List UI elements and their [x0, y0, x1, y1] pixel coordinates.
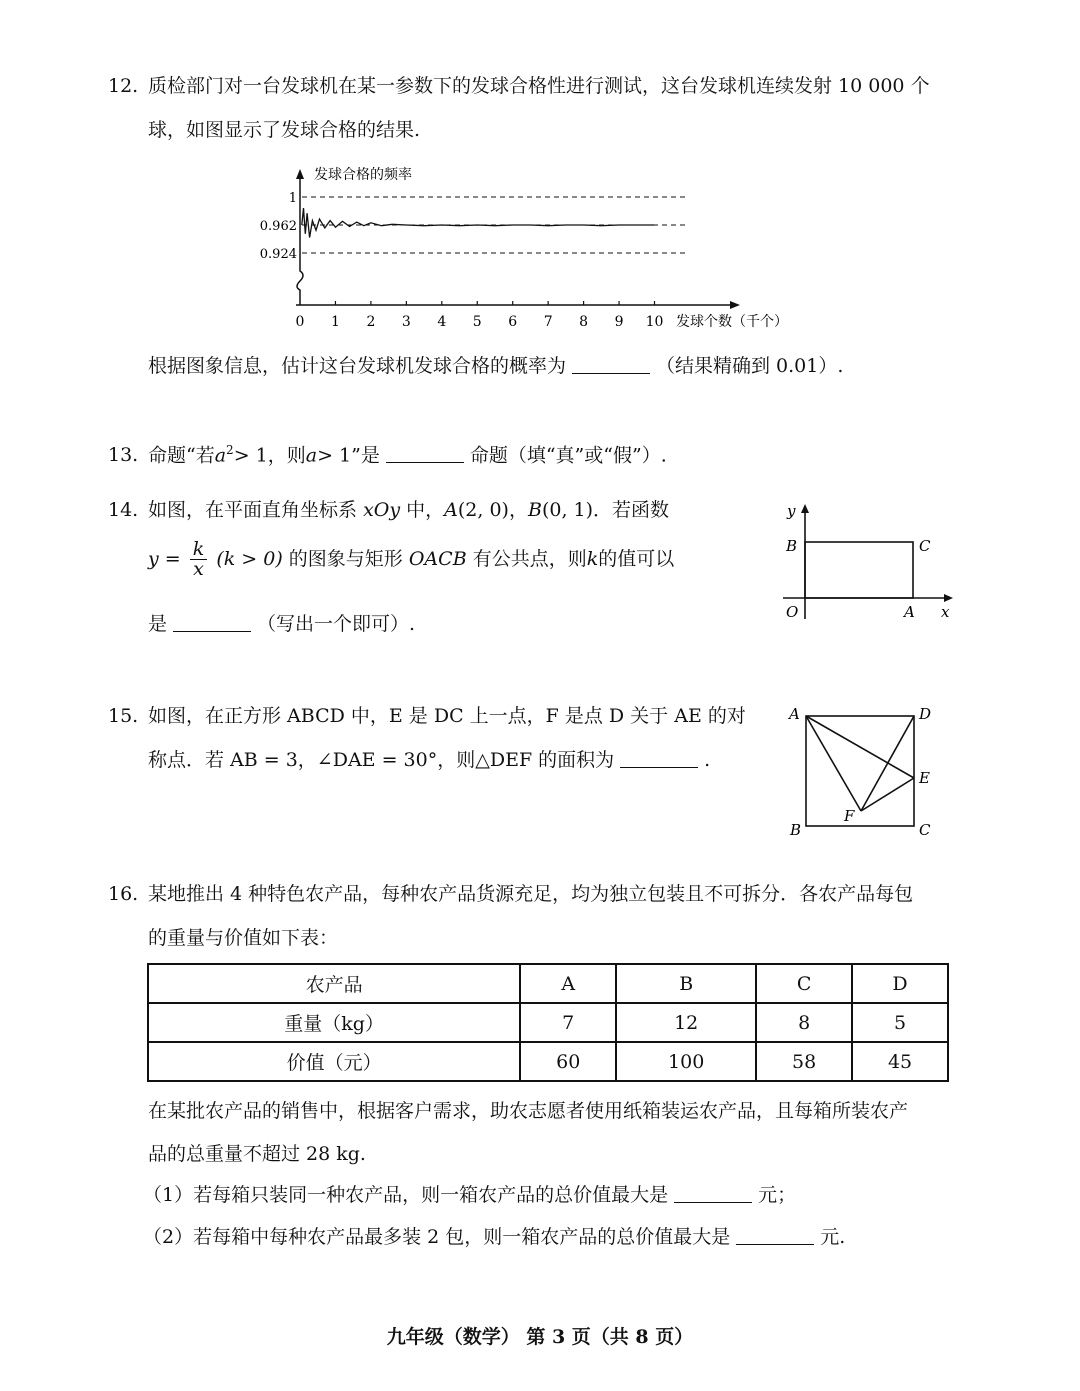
q15-segment-ae — [806, 716, 914, 778]
q13-text-part4: 命题（填“真”或“假”）. — [469, 444, 667, 467]
q16-product-table — [147, 963, 949, 1082]
y-tick-label: 1 — [288, 191, 297, 206]
q14-rectangle-oacb — [805, 542, 913, 598]
table-cell: 58 — [756, 1042, 852, 1081]
q12-question — [148, 354, 843, 379]
x-tick-label: 3 — [401, 314, 411, 330]
q16-sub1-answer-blank[interactable] — [674, 1184, 752, 1203]
frequency-series-line — [302, 208, 655, 237]
q14-denominator: x — [193, 558, 204, 580]
q16-sub2 — [143, 1225, 845, 1250]
q15-square-figure — [780, 700, 940, 845]
q12-text-line1: 质检部门对一台发球机在某一参数下的发球合格性进行测试，这台发球机连续发射 10 000 个 — [148, 75, 930, 97]
q16-line3: 在某批农产品的销售中，根据客户需求，助农志愿者使用纸箱装运农产品，且每箱所装农产 — [148, 1100, 909, 1122]
q16-sub2-text: （2）若每箱中每种农产品最多装 2 包，则一箱农产品的总价值最大是 — [143, 1226, 731, 1248]
q15-segment-fd — [861, 716, 914, 811]
y-tick-label: 0.924 — [259, 247, 297, 262]
q12-text-line2: 球，如图显示了发球合格的结果. — [148, 119, 421, 141]
q15-line1: 如图，在正方形 ABCD 中，E 是 DC 上一点，F 是点 D 关于 AE 的对 — [148, 705, 746, 727]
q16-line4: 品的总重量不超过 28 kg. — [148, 1143, 366, 1165]
x-tick-label: 7 — [543, 314, 553, 330]
x-tick-label: 10 — [645, 314, 664, 330]
x-tick-label: 5 — [472, 314, 482, 330]
x-tick-label: 2 — [366, 314, 376, 330]
table-cell: 重量（kg） — [148, 1003, 520, 1042]
q14-rectangle-figure — [775, 495, 960, 625]
q14-xoy: xOy — [363, 499, 401, 521]
y-axis-title: 发球合格的频率 — [314, 167, 412, 183]
table-cell: 60 — [520, 1042, 616, 1081]
q12-number: 12. — [108, 75, 139, 97]
q16-sub2-answer-blank[interactable] — [736, 1226, 814, 1245]
q16-sub1-text: （1）若每箱只装同一种农产品，则一箱农产品的总价值最大是 — [143, 1184, 669, 1206]
q14-point-b: B — [527, 499, 542, 521]
q12-question-text: 根据图象信息，估计这台发球机发球合格的概率为 — [148, 355, 567, 377]
q14-label-o: O — [786, 603, 799, 621]
q15-l2a: 称点．若 AB = 3，∠DAE = 30°，则△DEF 的面积为 — [148, 749, 615, 771]
q15-segment-af — [806, 716, 861, 811]
q12-question-note: （结果精确到 0.01）. — [656, 355, 844, 377]
q16-sub1 — [143, 1183, 796, 1208]
table-header-row — [148, 964, 948, 1003]
table-cell: 45 — [852, 1042, 948, 1081]
q14-line2 — [148, 540, 674, 579]
q14-number: 14. — [108, 499, 139, 521]
q13-exponent: 2 — [226, 443, 234, 457]
q15-label-c: C — [919, 821, 931, 839]
x-tick-label: 0 — [295, 314, 305, 330]
page-footer: 九年级（数学） 第 3 页（共 8 页） — [386, 1326, 694, 1348]
q12-answer-blank[interactable] — [572, 355, 650, 374]
table-header-cell: C — [756, 964, 852, 1003]
q14-l3b: （写出一个即可）. — [257, 613, 416, 635]
q14-l1c: (2, 0)， — [457, 499, 528, 521]
q14-l3a: 是 — [148, 613, 168, 635]
q14-condition: (k > 0) — [216, 548, 283, 570]
q14-x-arrow-icon — [944, 594, 953, 602]
q14-label-x: x — [941, 603, 950, 621]
q13-text-part2: > 1，则 — [233, 444, 306, 467]
q13-text — [148, 443, 667, 468]
q13-answer-blank[interactable] — [386, 444, 464, 463]
y-tick-label: 0.962 — [259, 219, 297, 234]
q14-label-b: B — [786, 537, 798, 555]
q14-point-a: A — [444, 499, 458, 521]
q14-l1b: 中， — [406, 499, 445, 521]
table-cell: 12 — [616, 1003, 756, 1042]
q14-k: k — [586, 548, 599, 570]
q13-text-part3: > 1”是 — [317, 444, 380, 467]
x-tick-label: 9 — [614, 314, 624, 330]
table-row — [148, 1003, 948, 1042]
q14-label-c: C — [919, 537, 931, 555]
q14-l2b: 的图象与矩形 — [288, 548, 403, 570]
q12-frequency-chart — [250, 160, 810, 335]
q14-oacb: OACB — [408, 548, 467, 570]
q15-label-f: F — [844, 807, 855, 825]
x-tick-label: 1 — [330, 314, 340, 330]
q15-label-d: D — [919, 705, 932, 723]
q13-text-part1: 命题“若 — [148, 444, 215, 467]
table-header-cell: B — [616, 964, 756, 1003]
q15-l2b: . — [704, 749, 711, 771]
q16-sub2-unit: 元. — [820, 1226, 846, 1248]
q14-y-equals: y = — [148, 548, 181, 570]
table-cell: 5 — [852, 1003, 948, 1042]
q16-line2: 的重量与价值如下表： — [148, 927, 339, 949]
table-cell: 8 — [756, 1003, 852, 1042]
q14-l2c: 有公共点，则 — [472, 548, 587, 570]
x-tick-label: 6 — [508, 314, 518, 330]
x-tick-label: 4 — [437, 314, 447, 330]
q16-line1: 某地推出 4 种特色农产品，每种农产品货源充足，均为独立包装且不可拆分．各农产品每包 — [148, 883, 914, 905]
q14-y-arrow-icon — [801, 504, 809, 513]
table-header-cell: A — [520, 964, 616, 1003]
q15-line2 — [148, 748, 710, 773]
q13-var-a: a — [214, 444, 227, 467]
q15-segment-fe — [861, 778, 914, 811]
table-header-cell: 农产品 — [148, 964, 520, 1003]
q15-label-e: E — [919, 769, 930, 787]
q14-fraction — [190, 540, 208, 579]
q14-numerator: k — [190, 540, 208, 560]
q15-label-b: B — [790, 821, 802, 839]
q15-number: 15. — [108, 705, 139, 727]
q16-number: 16. — [108, 883, 139, 905]
q13-number: 13. — [108, 444, 139, 466]
q15-answer-blank[interactable] — [620, 749, 698, 768]
x-axis-arrow-icon — [730, 301, 740, 309]
table-header-cell: D — [852, 964, 948, 1003]
table-row — [148, 1042, 948, 1081]
q14-label-a: A — [904, 603, 915, 621]
q14-line1 — [148, 498, 669, 523]
y-axis-arrow-icon — [296, 169, 304, 179]
q15-label-a: A — [789, 705, 800, 723]
q14-l1a: 如图，在平面直角坐标系 — [148, 499, 358, 521]
q13-var-a2: a — [305, 444, 318, 467]
q14-label-y: y — [787, 502, 796, 520]
table-cell: 100 — [616, 1042, 756, 1081]
table-cell: 7 — [520, 1003, 616, 1042]
q14-l2d: 的值可以 — [598, 548, 675, 570]
table-cell: 价值（元） — [148, 1042, 520, 1081]
q14-line3 — [148, 612, 415, 637]
x-axis-title: 发球个数（千个） — [676, 314, 788, 330]
x-tick-label: 8 — [579, 314, 589, 330]
q14-l1d: (0, 1)．若函数 — [541, 499, 670, 521]
q16-sub1-unit: 元； — [758, 1184, 797, 1206]
q14-answer-blank[interactable] — [173, 613, 251, 632]
